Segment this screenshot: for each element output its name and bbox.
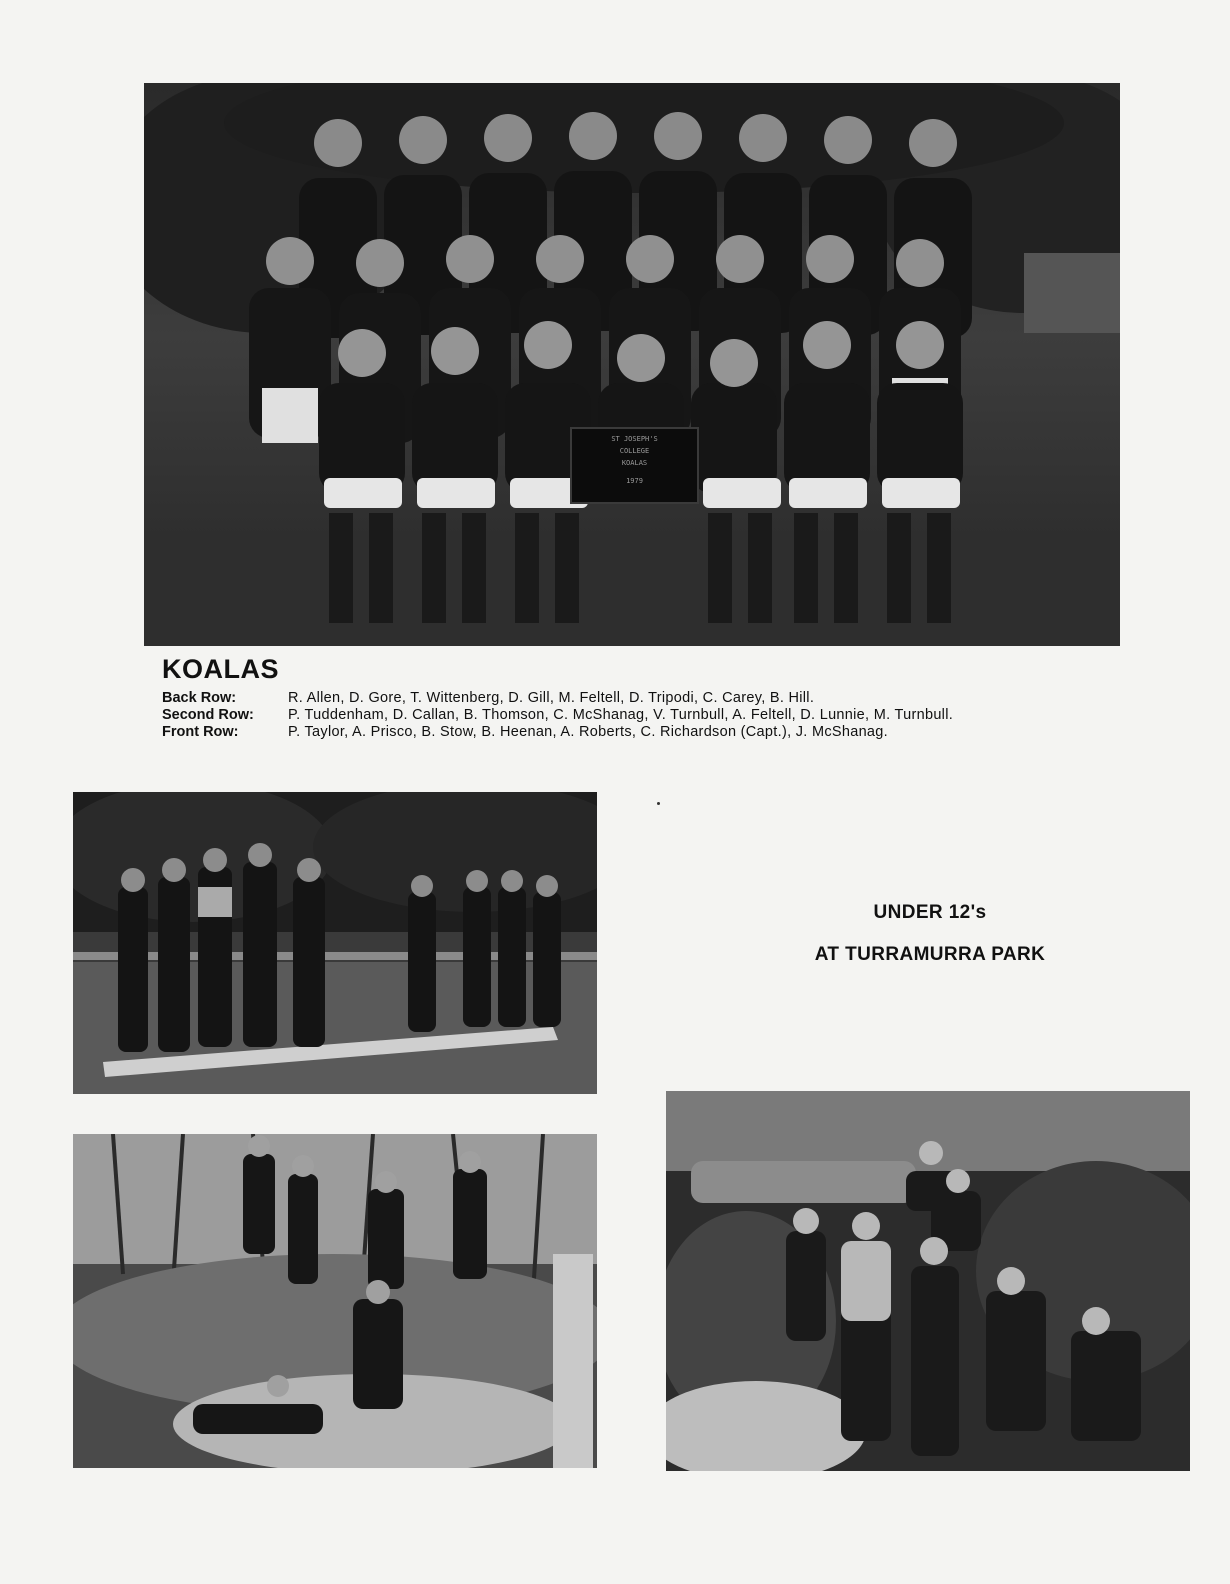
roster-names: R. Allen, D. Gore, T. Wittenberg, D. Gill, M. Feltell, D. Tripodi, C. Carey, B. Hill. (288, 690, 815, 706)
creek-photo (73, 1134, 597, 1468)
team-photo-image (144, 83, 1120, 646)
team-sign-line: KOALAS (621, 459, 648, 467)
team-sign-line: COLLEGE (619, 447, 650, 455)
team-roster (162, 690, 953, 741)
caption-line-2: AT TURRAMURRA PARK (814, 944, 1046, 965)
roster-row-back (162, 690, 953, 707)
team-sign (571, 433, 698, 487)
roster-row-front (162, 724, 953, 741)
archery-photo (73, 792, 597, 1094)
caption-line-1: UNDER 12's (873, 902, 987, 923)
roster-names: P. Tuddenham, D. Callan, B. Thomson, C. McShanag, V. Turnbull, A. Feltell, D. Lunnie, M. Turnbull. (288, 707, 954, 723)
team-photo (144, 83, 1120, 646)
rocks-photo-image (666, 1091, 1190, 1471)
creek-photo-image (73, 1134, 597, 1468)
roster-label: Back Row: (162, 690, 237, 706)
team-sign-line: ST JOSEPH'S (611, 435, 658, 443)
rocks-photo (666, 1091, 1190, 1471)
team-sign-line: 1979 (626, 477, 643, 485)
roster-row-second (162, 707, 953, 724)
team-title: KOALAS (162, 654, 279, 684)
roster-names: P. Taylor, A. Prisco, B. Stow, B. Heenan, A. Roberts, C. Richardson (Capt.), J. McShanag. (288, 724, 888, 740)
roster-label: Second Row: (162, 707, 254, 723)
print-speck (657, 802, 660, 805)
roster-label: Front Row: (162, 724, 239, 740)
archery-photo-image (73, 792, 597, 1094)
